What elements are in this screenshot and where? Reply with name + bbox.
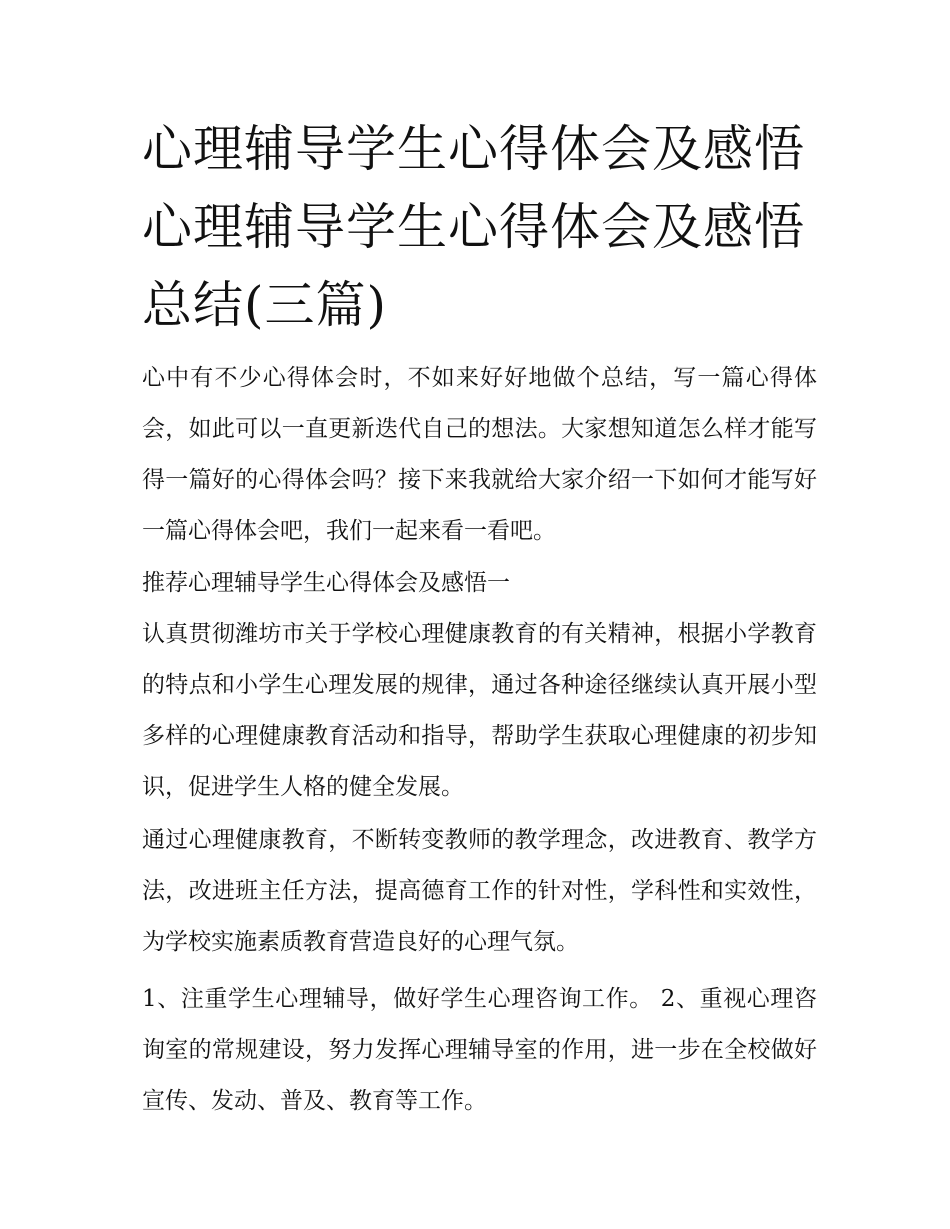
body-paragraph: 1、注重学生心理辅导，做好学生心理咨询工作。 2、重视心理咨询室的常规建设，努力发挥心理辅导室的作用，进一步在全校做好宣传、发动、普及、教育等工作。: [142, 986, 817, 1114]
body-paragraph: 认真贯彻潍坊市关于学校心理健康教育的有关精神，根据小学教育的特点和小学生心理发展的规律，通过各种途径继续认真开展小型多样的心理健康教育活动和指导，帮助学生获取心理健康的初步知识，促进学生人格的健全发展。: [142, 621, 817, 800]
title-line: 总结(三篇): [142, 276, 388, 334]
title-line: 心理辅导学生心得体会及感悟: [142, 120, 805, 178]
document-title: [142, 110, 822, 344]
title-line: 心理辅导学生心得体会及感悟: [142, 198, 805, 256]
body-paragraph: 通过心理健康教育，不断转变教师的教学理念，改进教育、教学方法，改进班主任方法，提高德育工作的针对性，学科性和实效性，为学校实施素质教育营造良好的心理气氛。: [142, 827, 817, 955]
document-body: [142, 353, 817, 1127]
section-heading: 推荐心理辅导学生心得体会及感悟一: [142, 570, 510, 596]
intro-paragraph: 心中有不少心得体会时，不如来好好地做个总结，写一篇心得体会，如此可以一直更新迭代自己的想法。大家想知道怎么样才能写得一篇好的心得体会吗？接下来我就给大家介绍一下如何才能写好一篇心得体会吧，我们一起来看一看吧。: [142, 365, 817, 544]
